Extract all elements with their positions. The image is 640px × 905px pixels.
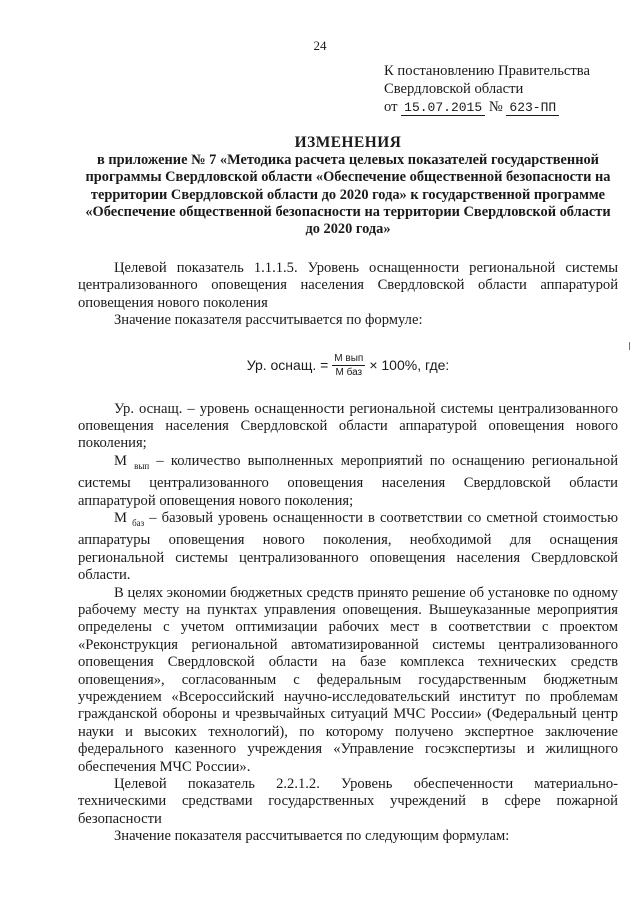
number-label: № [488, 99, 503, 115]
definition-m-vyp [78, 453, 618, 510]
address-line-2: Свердловской области [384, 81, 524, 97]
paragraph-formula-intro: Значение показателя рассчитывается по формуле: [114, 312, 423, 329]
definition-m-baz-text: – базовый уровень оснащенности в соответствии со сметной стоимостью аппаратуры оповещения нового поколения, необходимой для оснащения региональной системы централизованного оповещения населения Свердловской области. [78, 509, 618, 584]
from-label: от [384, 99, 398, 115]
formula-fraction [332, 353, 365, 378]
resolution-date: 15.07.2015 [401, 100, 485, 116]
definition-m-vyp-symbol: М [114, 452, 127, 469]
formula-denominator: М баз [335, 367, 363, 379]
title-subheading: в приложение № 7 «Методика расчета целевых показателей государственной программы Свердловской области «Обеспечение общественной безопасности на территории Свердловской области до 2020 года» к государственной программе «Обеспечение общественной безопасности на территории Свердловской области до 2020 года» [85, 152, 611, 238]
definition-m-baz-symbol: М [114, 509, 127, 526]
address-line-3 [384, 98, 624, 117]
document-body [78, 260, 618, 846]
scan-mark [629, 342, 630, 350]
paragraph-indicator-2: Целевой показатель 2.2.1.2. Уровень обеспеченности материально-техническими средствами государственных учреждений в сфере пожарной безопасности [78, 775, 618, 827]
definition-m-vyp-text: – количество выполненных мероприятий по оснащению региональной системы централизованного оповещения населения Свердловской области аппаратурой оповещения нового поколения; [78, 452, 618, 509]
resolution-reference [384, 62, 624, 117]
document-title [78, 134, 618, 238]
definition-ur-osnashch: Ур. оснащ. – уровень оснащенности региональной системы централизованного оповещения населения Свердловской области аппаратурой оповещения нового поколения; [78, 400, 618, 452]
paragraph-budget-economy: В целях экономии бюджетных средств принято решение об установке по одному рабочему месту на пунктах управления оповещения. Вышеуказанные мероприятия определены с учетом оптимизации рабочих мест в соответствии с проектом «Реконструкция региональной автоматизированной системы централизованного оповещения Свердловской области на базе комплекса технических средств оповещения», согласованным с федеральным государственным бюджетным учреждением «Всероссийский научно-исследовательский институт по проблемам гражданской обороны и чрезвычайных ситуаций МЧС России» (Федеральный центр науки и высоких технологий), по которому получено экспертное заключение федерального казенного учреждения «Управление госэкспертизы и жилищного обеспечения МЧС России». [78, 584, 618, 775]
definition-m-vyp-subscript: вып [134, 460, 150, 471]
formula-rhs: × 100%, где: [369, 356, 450, 373]
formula [78, 333, 618, 399]
definition-m-baz [78, 510, 618, 585]
formula-lhs: Ур. оснащ. = [246, 356, 329, 373]
paragraph-indicator-1: Целевой показатель 1.1.1.5. Уровень оснащенности региональной системы централизованного оповещения населения Свердловской области аппаратурой оповещения нового поколения [78, 260, 618, 311]
formula-numerator: М вып [334, 353, 364, 365]
resolution-number: 623-ПП [506, 100, 559, 116]
address-line-1: К постановлению Правительства [384, 63, 590, 79]
definition-m-baz-subscript: баз [132, 517, 145, 528]
paragraph-formulas-intro: Значение показателя рассчитывается по следующим формулам: [114, 828, 510, 845]
title-heading: ИЗМЕНЕНИЯ [294, 134, 402, 151]
page-number: 24 [313, 38, 327, 53]
